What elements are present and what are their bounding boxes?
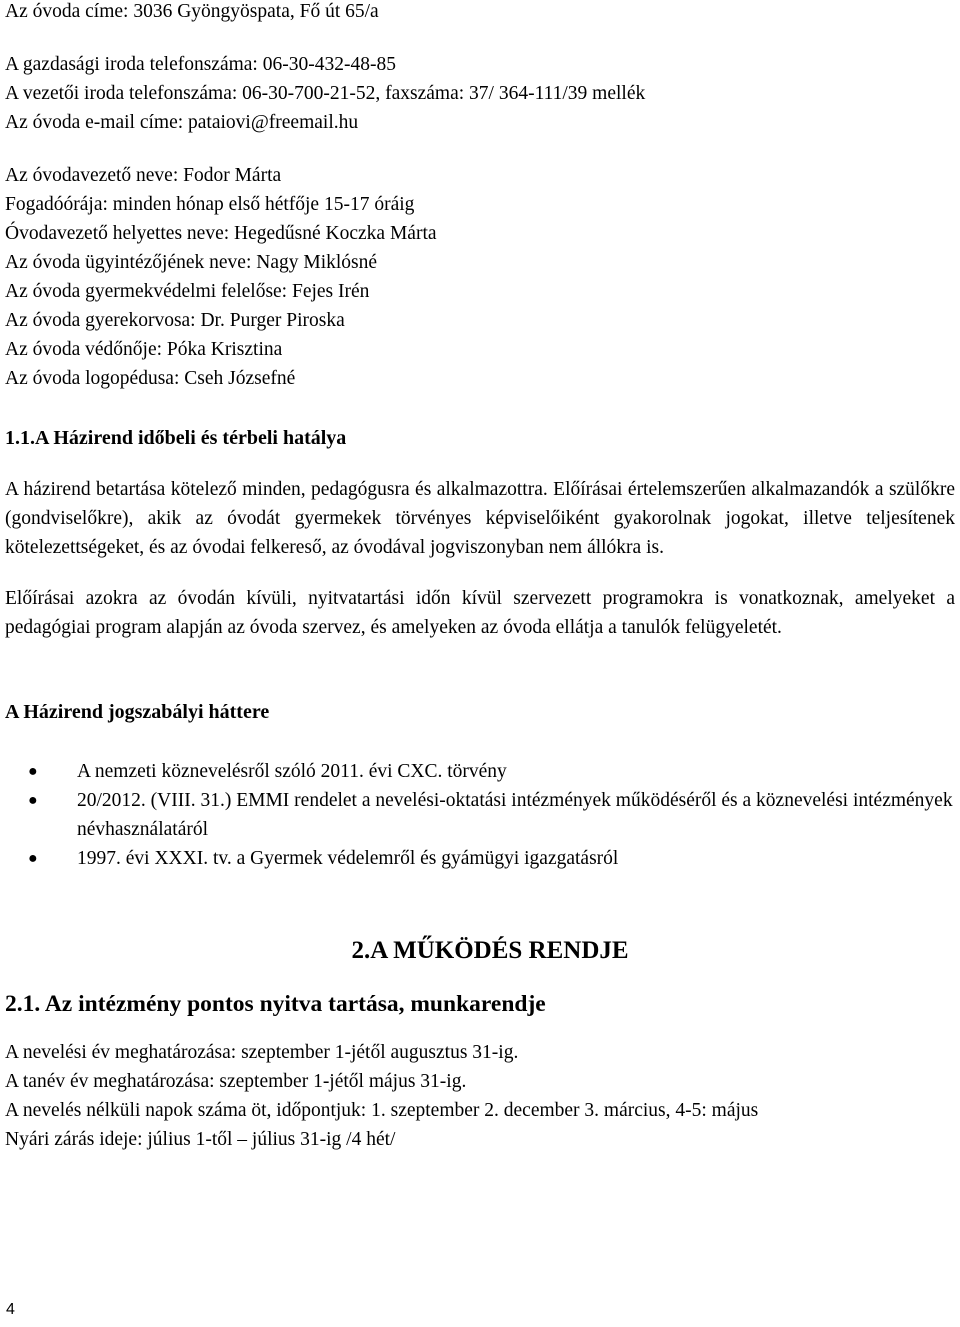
list-item	[5, 844, 955, 873]
list-item	[5, 786, 955, 844]
legal-heading: A Házirend jogszabályi háttere	[5, 701, 270, 723]
list-item-text: 20/2012. (VIII. 31.) EMMI rendelet a nevelési-oktatási intézmények működéséről és a köznevelési intézmények névhasználatáról	[77, 790, 953, 840]
office-phone-line: A gazdasági iroda telefonszáma: 06-30-432-48-85	[5, 54, 396, 75]
staff-line: Az óvoda védőnője: Póka Krisztina	[5, 339, 283, 360]
scope-heading: 1.1.A Házirend időbeli és térbeli hatálya	[5, 427, 347, 449]
staff-line: Az óvodavezető neve: Fodor Márta	[5, 165, 282, 186]
staff-line: Óvodavezető helyettes neve: Hegedűsné Koczka Márta	[5, 223, 437, 244]
document-page	[5, 0, 955, 1154]
chapter-title: 2.A MŰKÖDÉS RENDJE	[351, 937, 629, 964]
scope-paragraph: Előírásai azokra az óvodán kívüli, nyitvatartási időn kívül szervezett programokra is vonatkoznak, amelyeket a pedagógiai program alapján az óvoda szervez, és amelyeken az óvoda ellátja a tanulók felügyeletét.	[5, 588, 955, 638]
bullet-icon: ●	[28, 792, 38, 809]
section-heading: 2.1. Az intézmény pontos nyitva tartása, munkarendje	[5, 991, 546, 1017]
staff-line: Az óvoda logopédusa: Cseh Józsefné	[5, 368, 296, 389]
bullet-icon: ●	[28, 763, 38, 780]
legal-list	[5, 757, 955, 873]
leader-phone-line: A vezetői iroda telefonszáma: 06-30-700-21-52, faxszáma: 37/ 364-111/39 mellék	[5, 83, 646, 104]
staff-line: Az óvoda gyermekvédelmi felelőse: Fejes Irén	[5, 281, 370, 302]
email-line: Az óvoda e-mail címe: pataiovi@freemail.hu	[5, 112, 359, 133]
opening-line: Nyári zárás ideje: július 1-től – július 31-ig /4 hét/	[5, 1129, 396, 1150]
list-item-text: A nemzeti köznevelésről szóló 2011. évi CXC. törvény	[77, 761, 507, 782]
opening-line: A nevelés nélküli napok száma öt, időpontjuk: 1. szeptember 2. december 3. március, 4-5: május	[5, 1100, 759, 1121]
opening-line: A nevelési év meghatározása: szeptember 1-jétől augusztus 31-ig.	[5, 1042, 519, 1063]
list-item	[5, 757, 955, 786]
page-number: 4	[6, 1301, 15, 1318]
staff-line: Az óvoda gyerekorvosa: Dr. Purger Piroska	[5, 310, 345, 331]
staff-line: Fogadóórája: minden hónap első hétfője 15-17 óráig	[5, 194, 415, 215]
staff-line: Az óvoda ügyintézőjének neve: Nagy Miklósné	[5, 252, 378, 273]
opening-line: A tanév év meghatározása: szeptember 1-jétől május 31-ig.	[5, 1071, 467, 1092]
list-item-text: 1997. évi XXXI. tv. a Gyermek védelemről és gyámügyi igazgatásról	[77, 848, 619, 869]
bullet-icon: ●	[28, 850, 38, 867]
address-line: Az óvoda címe: 3036 Gyöngyöspata, Fő út 65/a	[5, 1, 379, 22]
scope-paragraph: A házirend betartása kötelező minden, pedagógusra és alkalmazottra. Előírásai értelemszerűen alkalmazandók a szülőkre (gondviselőkre), akik az óvodát gyermekek törvényes képviselőiként gyakorolnak jogokat, illetve teljesítenek kötelezettségeket, és az óvodai felkereső, az óvodával jogviszonyban nem állókra is.	[5, 479, 955, 558]
